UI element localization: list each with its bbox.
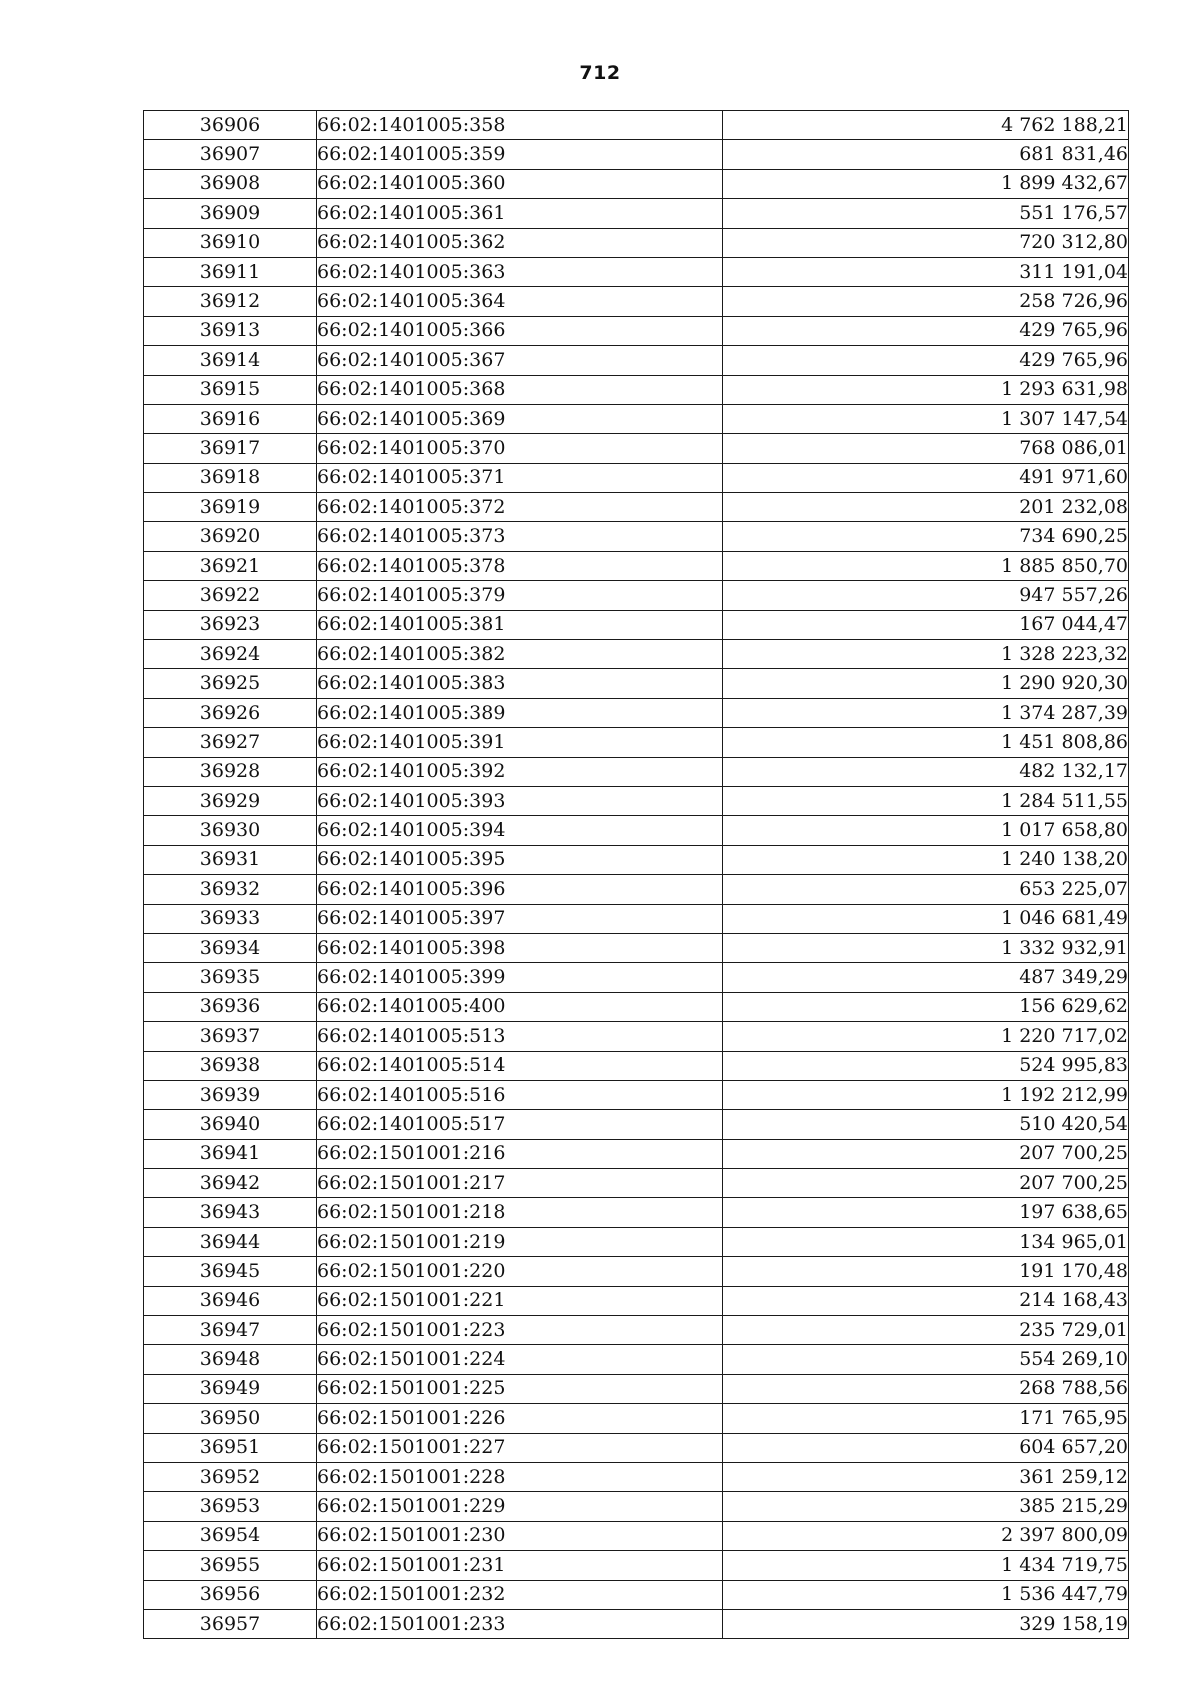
row-number-cell: 36938 [144,1051,317,1080]
cadastral-number-cell: 66:02:1401005:364 [317,287,723,316]
table-row [144,1316,1129,1345]
row-number-cell: 36942 [144,1169,317,1198]
value-cell: 1 374 287,39 [723,698,1129,727]
cadastral-number-cell: 66:02:1501001:227 [317,1433,723,1462]
row-number-cell: 36950 [144,1404,317,1433]
value-cell: 681 831,46 [723,140,1129,169]
cadastral-number-cell: 66:02:1501001:216 [317,1139,723,1168]
cadastral-number-cell: 66:02:1401005:382 [317,640,723,669]
table-row [144,1551,1129,1580]
cadastral-number-cell: 66:02:1401005:363 [317,257,723,286]
cadastral-number-cell: 66:02:1401005:393 [317,786,723,815]
value-cell: 191 170,48 [723,1257,1129,1286]
cadastral-number-cell: 66:02:1501001:231 [317,1551,723,1580]
cadastral-number-cell: 66:02:1501001:221 [317,1286,723,1315]
table-row [144,140,1129,169]
value-cell: 361 259,12 [723,1462,1129,1491]
row-number-cell: 36913 [144,316,317,345]
cadastral-number-cell: 66:02:1501001:232 [317,1580,723,1609]
cadastral-number-cell: 66:02:1501001:220 [317,1257,723,1286]
value-cell: 201 232,08 [723,493,1129,522]
row-number-cell: 36952 [144,1462,317,1491]
table-row [144,1022,1129,1051]
table-row [144,1110,1129,1139]
value-cell: 1 284 511,55 [723,786,1129,815]
value-cell: 487 349,29 [723,963,1129,992]
page-number: 712 [579,62,621,84]
cadastral-number-cell: 66:02:1401005:369 [317,404,723,433]
value-cell: 1 017 658,80 [723,816,1129,845]
cadastral-number-cell: 66:02:1401005:400 [317,992,723,1021]
value-cell: 768 086,01 [723,434,1129,463]
row-number-cell: 36934 [144,933,317,962]
table-row [144,816,1129,845]
cadastral-number-cell: 66:02:1501001:228 [317,1462,723,1491]
row-number-cell: 36939 [144,1080,317,1109]
value-cell: 1 307 147,54 [723,404,1129,433]
registry-table-body [144,111,1129,1639]
row-number-cell: 36928 [144,757,317,786]
cadastral-number-cell: 66:02:1501001:223 [317,1316,723,1345]
table-row [144,1051,1129,1080]
cadastral-number-cell: 66:02:1501001:218 [317,1198,723,1227]
value-cell: 1 192 212,99 [723,1080,1129,1109]
row-number-cell: 36922 [144,581,317,610]
cadastral-number-cell: 66:02:1401005:517 [317,1110,723,1139]
row-number-cell: 36923 [144,610,317,639]
table-row [144,199,1129,228]
row-number-cell: 36944 [144,1227,317,1256]
value-cell: 551 176,57 [723,199,1129,228]
cadastral-number-cell: 66:02:1401005:381 [317,610,723,639]
row-number-cell: 36935 [144,963,317,992]
table-row [144,992,1129,1021]
value-cell: 429 765,96 [723,346,1129,375]
row-number-cell: 36941 [144,1139,317,1168]
cadastral-number-cell: 66:02:1401005:378 [317,551,723,580]
row-number-cell: 36932 [144,875,317,904]
value-cell: 258 726,96 [723,287,1129,316]
cadastral-number-cell: 66:02:1401005:398 [317,933,723,962]
row-number-cell: 36927 [144,728,317,757]
cadastral-number-cell: 66:02:1401005:360 [317,169,723,198]
row-number-cell: 36955 [144,1551,317,1580]
table-row [144,669,1129,698]
row-number-cell: 36916 [144,404,317,433]
cadastral-number-cell: 66:02:1401005:373 [317,522,723,551]
table-row [144,375,1129,404]
value-cell: 214 168,43 [723,1286,1129,1315]
cadastral-number-cell: 66:02:1401005:362 [317,228,723,257]
value-cell: 329 158,19 [723,1609,1129,1638]
table-row [144,1609,1129,1638]
row-number-cell: 36949 [144,1374,317,1403]
value-cell: 1 899 432,67 [723,169,1129,198]
row-number-cell: 36907 [144,140,317,169]
row-number-cell: 36908 [144,169,317,198]
value-cell: 171 765,95 [723,1404,1129,1433]
cadastral-number-cell: 66:02:1401005:359 [317,140,723,169]
table-row [144,786,1129,815]
row-number-cell: 36918 [144,463,317,492]
value-cell: 207 700,25 [723,1139,1129,1168]
row-number-cell: 36911 [144,257,317,286]
table-row [144,640,1129,669]
row-number-cell: 36924 [144,640,317,669]
cadastral-number-cell: 66:02:1401005:394 [317,816,723,845]
cadastral-number-cell: 66:02:1401005:391 [317,728,723,757]
cadastral-number-cell: 66:02:1401005:370 [317,434,723,463]
row-number-cell: 36926 [144,698,317,727]
value-cell: 1 332 932,91 [723,933,1129,962]
value-cell: 1 536 447,79 [723,1580,1129,1609]
cadastral-number-cell: 66:02:1501001:225 [317,1374,723,1403]
row-number-cell: 36921 [144,551,317,580]
table-row [144,1169,1129,1198]
cadastral-number-cell: 66:02:1401005:371 [317,463,723,492]
table-row [144,933,1129,962]
value-cell: 268 788,56 [723,1374,1129,1403]
cadastral-number-cell: 66:02:1401005:395 [317,845,723,874]
value-cell: 1 328 223,32 [723,640,1129,669]
cadastral-number-cell: 66:02:1401005:379 [317,581,723,610]
row-number-cell: 36912 [144,287,317,316]
row-number-cell: 36919 [144,493,317,522]
cadastral-number-cell: 66:02:1501001:233 [317,1609,723,1638]
value-cell: 1 290 920,30 [723,669,1129,698]
table-row [144,875,1129,904]
table-row [144,228,1129,257]
table-row [144,845,1129,874]
value-cell: 385 215,29 [723,1492,1129,1521]
value-cell: 1 451 808,86 [723,728,1129,757]
table-row [144,1227,1129,1256]
cadastral-number-cell: 66:02:1501001:217 [317,1169,723,1198]
table-row [144,111,1129,140]
cadastral-number-cell: 66:02:1401005:366 [317,316,723,345]
row-number-cell: 36915 [144,375,317,404]
row-number-cell: 36930 [144,816,317,845]
table-row [144,728,1129,757]
row-number-cell: 36925 [144,669,317,698]
row-number-cell: 36909 [144,199,317,228]
table-row [144,257,1129,286]
row-number-cell: 36920 [144,522,317,551]
value-cell: 720 312,80 [723,228,1129,257]
table-row [144,551,1129,580]
value-cell: 197 638,65 [723,1198,1129,1227]
value-cell: 235 729,01 [723,1316,1129,1345]
row-number-cell: 36933 [144,904,317,933]
table-row [144,1433,1129,1462]
value-cell: 311 191,04 [723,257,1129,286]
table-row [144,1521,1129,1550]
cadastral-number-cell: 66:02:1401005:396 [317,875,723,904]
row-number-cell: 36910 [144,228,317,257]
row-number-cell: 36946 [144,1286,317,1315]
value-cell: 554 269,10 [723,1345,1129,1374]
table-row [144,287,1129,316]
table-row [144,1492,1129,1521]
table-row [144,904,1129,933]
row-number-cell: 36936 [144,992,317,1021]
value-cell: 4 762 188,21 [723,111,1129,140]
row-number-cell: 36943 [144,1198,317,1227]
value-cell: 1 293 631,98 [723,375,1129,404]
table-row [144,757,1129,786]
cadastral-number-cell: 66:02:1401005:514 [317,1051,723,1080]
value-cell: 491 971,60 [723,463,1129,492]
table-row [144,963,1129,992]
cadastral-number-cell: 66:02:1401005:399 [317,963,723,992]
row-number-cell: 36906 [144,111,317,140]
cadastral-number-cell: 66:02:1401005:383 [317,669,723,698]
cadastral-number-cell: 66:02:1401005:516 [317,1080,723,1109]
table-row [144,1139,1129,1168]
value-cell: 1 885 850,70 [723,551,1129,580]
row-number-cell: 36931 [144,845,317,874]
table-row [144,522,1129,551]
row-number-cell: 36948 [144,1345,317,1374]
table-row [144,463,1129,492]
row-number-cell: 36937 [144,1022,317,1051]
value-cell: 734 690,25 [723,522,1129,551]
cadastral-number-cell: 66:02:1401005:367 [317,346,723,375]
table-row [144,581,1129,610]
value-cell: 156 629,62 [723,992,1129,1021]
cadastral-number-cell: 66:02:1501001:230 [317,1521,723,1550]
cadastral-number-cell: 66:02:1501001:229 [317,1492,723,1521]
value-cell: 1 240 138,20 [723,845,1129,874]
cadastral-number-cell: 66:02:1401005:361 [317,199,723,228]
table-row [144,1580,1129,1609]
table-row [144,698,1129,727]
table-row [144,1286,1129,1315]
table-row [144,1198,1129,1227]
value-cell: 510 420,54 [723,1110,1129,1139]
table-row [144,610,1129,639]
registry-table [143,110,1129,1639]
row-number-cell: 36951 [144,1433,317,1462]
value-cell: 653 225,07 [723,875,1129,904]
value-cell: 207 700,25 [723,1169,1129,1198]
value-cell: 604 657,20 [723,1433,1129,1462]
row-number-cell: 36947 [144,1316,317,1345]
table-row [144,434,1129,463]
table-row [144,493,1129,522]
table-row [144,1257,1129,1286]
cadastral-number-cell: 66:02:1401005:397 [317,904,723,933]
table-row [144,169,1129,198]
cadastral-number-cell: 66:02:1401005:368 [317,375,723,404]
cadastral-number-cell: 66:02:1401005:372 [317,493,723,522]
row-number-cell: 36953 [144,1492,317,1521]
value-cell: 947 557,26 [723,581,1129,610]
row-number-cell: 36917 [144,434,317,463]
table-row [144,346,1129,375]
value-cell: 167 044,47 [723,610,1129,639]
row-number-cell: 36945 [144,1257,317,1286]
value-cell: 524 995,83 [723,1051,1129,1080]
value-cell: 2 397 800,09 [723,1521,1129,1550]
cadastral-number-cell: 66:02:1501001:226 [317,1404,723,1433]
row-number-cell: 36940 [144,1110,317,1139]
value-cell: 1 046 681,49 [723,904,1129,933]
table-row [144,316,1129,345]
value-cell: 134 965,01 [723,1227,1129,1256]
cadastral-number-cell: 66:02:1401005:358 [317,111,723,140]
row-number-cell: 36929 [144,786,317,815]
table-row [144,1345,1129,1374]
row-number-cell: 36954 [144,1521,317,1550]
table-row [144,1462,1129,1491]
table-row [144,1080,1129,1109]
row-number-cell: 36914 [144,346,317,375]
cadastral-number-cell: 66:02:1501001:224 [317,1345,723,1374]
table-row [144,1374,1129,1403]
cadastral-number-cell: 66:02:1501001:219 [317,1227,723,1256]
value-cell: 1 434 719,75 [723,1551,1129,1580]
cadastral-number-cell: 66:02:1401005:513 [317,1022,723,1051]
row-number-cell: 36956 [144,1580,317,1609]
cadastral-number-cell: 66:02:1401005:389 [317,698,723,727]
row-number-cell: 36957 [144,1609,317,1638]
table-row [144,404,1129,433]
table-row [144,1404,1129,1433]
value-cell: 1 220 717,02 [723,1022,1129,1051]
value-cell: 482 132,17 [723,757,1129,786]
value-cell: 429 765,96 [723,316,1129,345]
cadastral-number-cell: 66:02:1401005:392 [317,757,723,786]
